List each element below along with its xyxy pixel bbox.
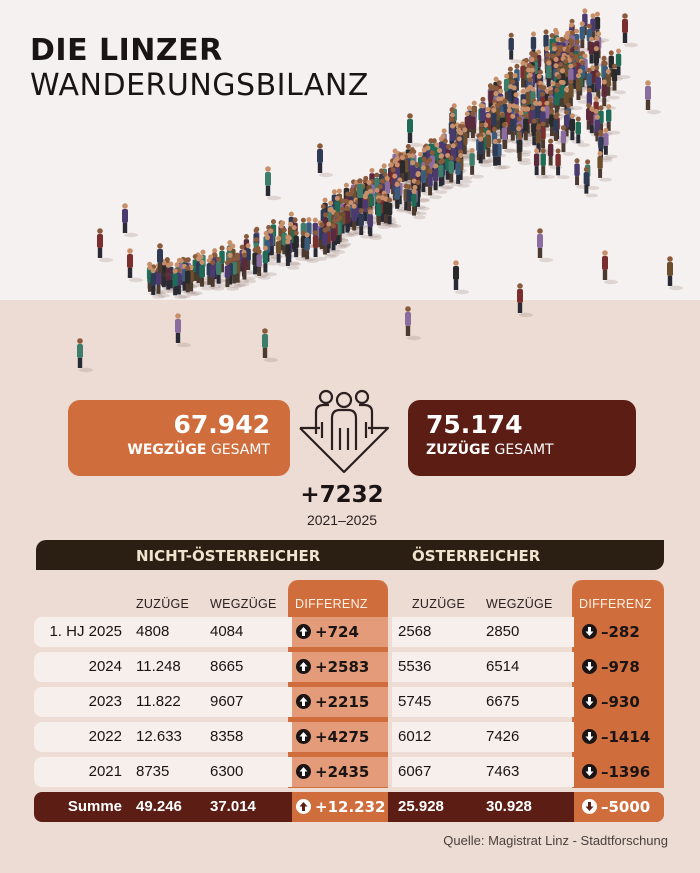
row-nicht-zuzuege: 8735 [136,763,170,780]
person-figure [127,248,143,282]
row-oe-differenz-value: –282 [601,623,640,641]
row-nicht-differenz [296,687,369,717]
row-nicht-wegzuege: 6300 [210,763,244,780]
row-oe-differenz [582,687,640,717]
row-oe-differenz [582,652,640,682]
person-figure [645,80,661,114]
wegzuege-label-bold: WEGZÜGE [127,442,207,458]
arrow-down-circle-icon [582,659,597,674]
row-nicht-differenz-value: +2435 [315,763,370,781]
title-line-1: DIE LINZER [30,33,223,68]
total-period: 2021–2025 [306,512,378,528]
row-oe-differenz-value: –978 [601,658,640,676]
table-row [34,652,664,682]
row-nicht-differenz [296,722,369,752]
row-nicht-zuzuege: 11.822 [136,693,181,710]
row-nicht-wegzuege: 8665 [210,658,244,675]
row-period: 2022 [88,728,122,745]
person-figure [317,143,333,177]
person-figure [122,203,138,237]
arrow-up-circle-icon [296,764,311,779]
person-figure [509,33,523,64]
sum-label: Summe [67,798,122,815]
zuzuege-label-bold: ZUZÜGE [426,442,491,458]
row-nicht-differenz [296,757,369,787]
row-oe-zuzuege: 6012 [398,728,432,745]
person-figure [262,328,278,362]
page-title [30,34,369,104]
arrow-down-circle-icon [582,624,597,639]
sum-oe-differenz [582,792,650,822]
row-oe-differenz [582,722,650,752]
row-oe-differenz [582,617,640,647]
row-nicht-differenz-value: +2583 [315,658,370,676]
sum-nicht-zuzuege: 49.246 [136,798,182,815]
person-figure [97,228,113,262]
group-nicht-oesterreicher: NICHT-ÖSTERREICHER [136,547,321,565]
person-figure [602,250,618,284]
wegzuege-total-box [68,400,290,476]
col-wegzuege-oe: WEGZÜGE [486,597,553,611]
row-oe-differenz-value: –1414 [601,728,651,746]
person-figure [453,260,469,294]
zuzuege-total-box [408,400,636,476]
sum-row [34,792,664,822]
row-nicht-differenz [296,652,369,682]
arrow-up-circle-icon [296,659,311,674]
row-oe-zuzuege: 2568 [398,623,432,640]
col-zuzuege-nicht: ZUZÜGE [136,597,190,611]
total-difference: +7232 [300,482,384,508]
zuzuege-total-value: 75.174 [426,410,523,439]
row-period: 2023 [88,693,122,710]
row-oe-wegzuege: 7463 [486,763,520,780]
col-zuzuege-oe: ZUZÜGE [412,597,466,611]
row-nicht-wegzuege: 8358 [210,728,244,745]
col-wegzuege-nicht: WEGZÜGE [210,597,277,611]
row-nicht-differenz-value: +724 [315,623,359,641]
person-figure [265,166,281,200]
wegzuege-total-label [68,440,270,460]
arrow-down-circle-icon [582,694,597,709]
arrow-up-circle-icon [296,799,311,814]
person-figure [537,228,553,262]
sum-nicht-differenz-value: +12.232 [315,798,386,816]
row-oe-zuzuege: 5536 [398,658,432,675]
sum-nicht-wegzuege: 37.014 [210,798,256,815]
person-figure [584,167,598,198]
sum-oe-wegzuege: 30.928 [486,798,532,815]
arrow-down-circle-icon [582,729,597,744]
row-oe-differenz-value: –930 [601,693,640,711]
wegzuege-total-value: 67.942 [173,410,270,439]
row-nicht-differenz-value: +4275 [315,728,370,746]
row-oe-zuzuege: 6067 [398,763,432,780]
zuzuege-label-rest: GESAMT [494,442,554,458]
row-oe-wegzuege: 2850 [486,623,520,640]
col-differenz-oe: DIFFERENZ [579,597,652,611]
table-group-header [36,540,664,570]
table-row [34,722,664,752]
row-oe-differenz-value: –1396 [601,763,651,781]
row-nicht-zuzuege: 12.633 [136,728,182,745]
person-figure [667,256,683,290]
row-nicht-zuzuege: 11.248 [136,658,181,675]
row-nicht-wegzuege: 9607 [210,693,244,710]
title-line-2: WANDERUNGSBILANZ [30,68,369,103]
sum-oe-differenz-value: –5000 [601,798,651,816]
row-period: 2024 [88,658,122,675]
group-oesterreicher: ÖSTERREICHER [412,547,541,565]
zuzuege-total-label [426,440,636,460]
row-oe-zuzuege: 5745 [398,693,432,710]
arrow-down-circle-icon [582,799,597,814]
row-nicht-zuzuege: 4808 [136,623,170,640]
sum-oe-zuzuege: 25.928 [398,798,444,815]
table-row [34,617,664,647]
arrow-up-circle-icon [296,694,311,709]
arrow-up-circle-icon [296,729,311,744]
row-oe-wegzuege: 6514 [486,658,520,675]
row-oe-wegzuege: 7426 [486,728,520,745]
person-figure [77,338,93,372]
row-oe-differenz [582,757,650,787]
person-figure [517,283,533,317]
source-note: Quelle: Magistrat Linz - Stadtforschung [443,833,668,848]
arrow-down-circle-icon [582,764,597,779]
sum-nicht-differenz [296,792,385,822]
people-group-arrow-icon [296,388,392,478]
wegzuege-label-rest: GESAMT [210,442,270,458]
row-period: 1. HJ 2025 [49,623,122,640]
col-differenz-nicht: DIFFERENZ [295,597,368,611]
row-nicht-differenz [296,617,359,647]
row-nicht-wegzuege: 4084 [210,623,244,640]
person-figure [175,313,191,347]
row-nicht-differenz-value: +2215 [315,693,370,711]
arrow-up-circle-icon [296,624,311,639]
row-oe-wegzuege: 6675 [486,693,520,710]
table-row [34,687,664,717]
person-figure [622,13,638,47]
person-figure [616,48,630,79]
row-period: 2021 [88,763,122,780]
person-figure [405,306,421,340]
table-row [34,757,664,787]
person-figure [407,113,423,147]
